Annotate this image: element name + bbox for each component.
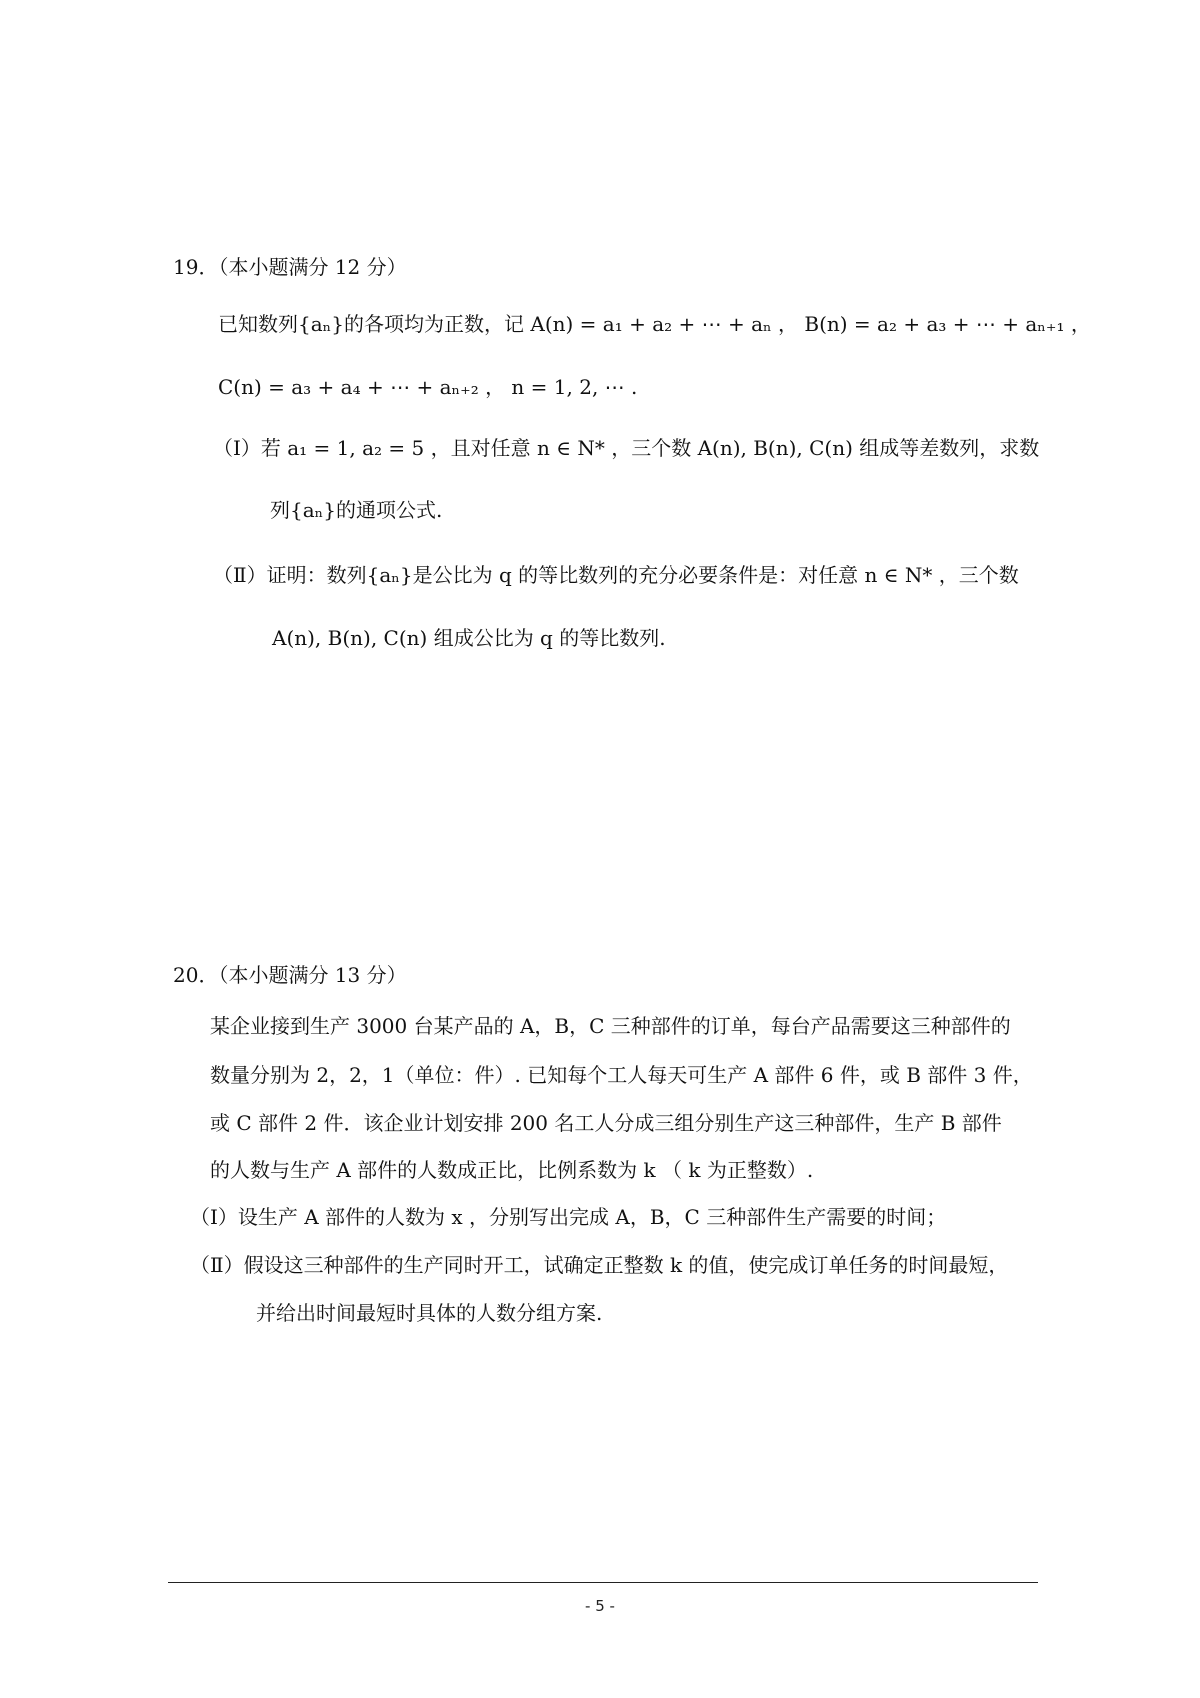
problem-20-line-2: 数量分别为 2，2，1（单位：件）. 已知每个工人每天可生产 A 部件 6 件，或 B 部件 3 件，	[210, 1063, 1033, 1087]
problem-20-line-1: 某企业接到生产 3000 台某产品的 A，B，C 三种部件的订单，每台产品需要这三种部件的	[210, 1014, 1011, 1038]
problem-19-part-2-line-1: （Ⅱ）证明：数列{aₙ}是公比为 q 的等比数列的充分必要条件是：对任意 n ∈ N* ，三个数	[213, 563, 1019, 587]
problem-20-line-4: 的人数与生产 A 部件的人数成正比，比例系数为 k （ k 为正整数）.	[210, 1158, 814, 1182]
problem-20-part-1: （Ⅰ）设生产 A 部件的人数为 x ，分别写出完成 A，B，C 三种部件生产需要的时间；	[190, 1205, 947, 1229]
problem-20-part-2-line-2: 并给出时间最短时具体的人数分组方案.	[256, 1301, 603, 1325]
page-number: - 5 -	[585, 1597, 615, 1615]
footer-divider	[168, 1582, 1038, 1583]
problem-19-line-1: 已知数列{aₙ}的各项均为正数，记 A(n) = a₁ + a₂ + ⋯ + aₙ ， B(n) = a₂ + a₃ + ⋯ + aₙ₊₁ ，	[218, 312, 1091, 336]
problem-19-line-2: C(n) = a₃ + a₄ + ⋯ + aₙ₊₂ ， n = 1, 2, ⋯ .	[218, 375, 638, 399]
problem-19-part-1-line-2: 列{aₙ}的通项公式.	[270, 498, 443, 522]
problem-20-part-2-line-1: （Ⅱ）假设这三种部件的生产同时开工，试确定正整数 k 的值，使完成订单任务的时间最短，	[190, 1253, 1009, 1277]
problem-20-header: 20．（本小题满分 13 分）	[173, 963, 407, 987]
problem-19-part-2-line-2: A(n), B(n), C(n) 组成公比为 q 的等比数列.	[272, 626, 666, 650]
problem-19-header: 19．（本小题满分 12 分）	[173, 255, 407, 279]
problem-20-line-3: 或 C 部件 2 件．该企业计划安排 200 名工人分成三组分别生产这三种部件，生产 B 部件	[210, 1111, 1002, 1135]
problem-19-part-1-line-1: （Ⅰ）若 a₁ = 1, a₂ = 5 ，且对任意 n ∈ N* ，三个数 A(n), B(n), C(n) 组成等差数列，求数	[213, 436, 1040, 460]
